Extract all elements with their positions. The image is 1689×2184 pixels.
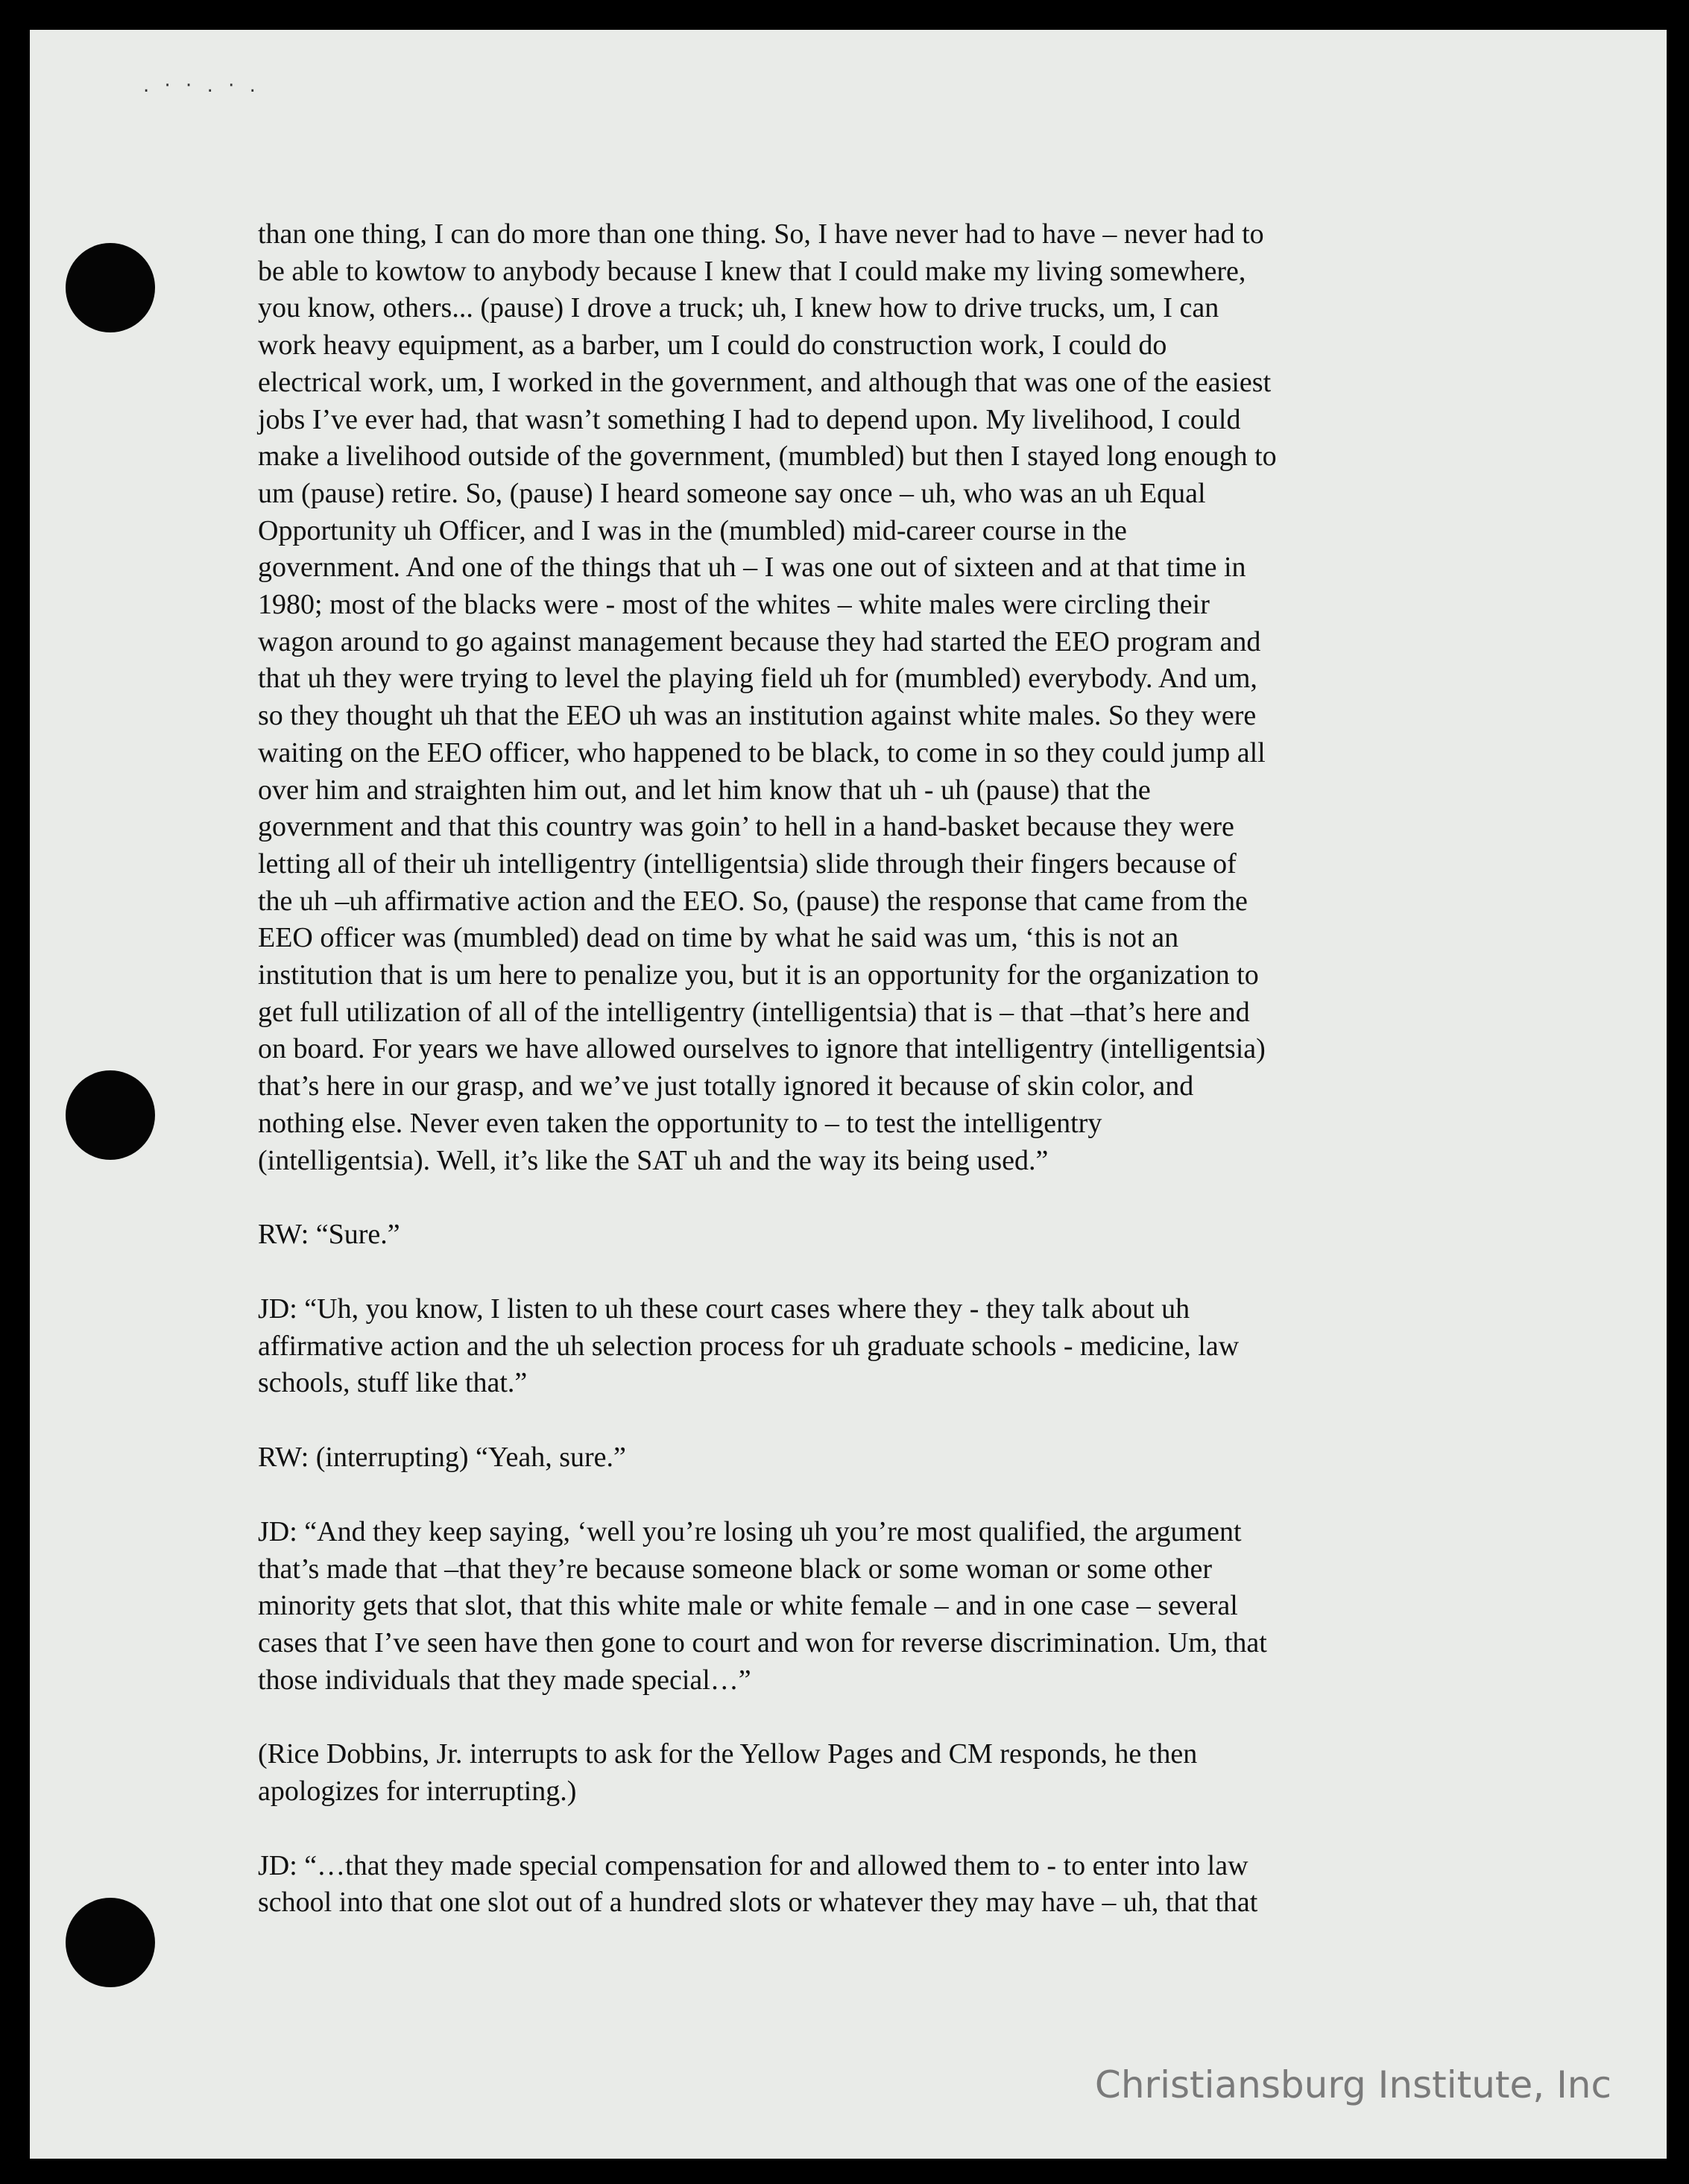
punch-hole-top bbox=[66, 243, 155, 332]
punch-hole-bottom bbox=[66, 1898, 155, 1987]
transcript-paragraph-3: JD: “Uh, you know, I listen to uh these court cases where they - they talk about uh affirmative action and the uh selection process for uh graduate schools - medicine, law schools, stuff like that.” bbox=[258, 1293, 1240, 1399]
transcript-paragraph-2: RW: “Sure.” bbox=[258, 1219, 400, 1251]
transcript-paragraph-1: than one thing, I can do more than one thing. So, I have never had to have – never had to be able to kowtow to anybody because I knew that I could make my living somewhere, you know, others... (pause) I drove a truck; uh, I knew how to drive trucks, um, I can work heavy equipment, as a barber, um I could do construction work, I could do electrical work, um, I worked in the government, and although that was one of the easiest jobs I’ve ever had, that wasn’t something I had to depend upon. My livelihood, I could make a livelihood outside of the government, (mumbled) but then I stayed long enough to um (pause) retire. So, (pause) I heard someone say once – uh, who was an uh Equal Opportunity uh Officer, and I was in the (mumbled) mid-career course in the government. And one of the things that uh – I was one out of sixteen and at that time in 1980; most of the blacks were - most of the whites – white males were circling their wagon around to go against management because they had started the EEO program and that uh they were trying to level the playing field uh for (mumbled) everybody. And um, so they thought uh that the EEO uh was an institution against white males. So they were waiting on the EEO officer, who happened to be black, to come in so they could jump all over him and straighten him out, and let him know that uh - uh (pause) that the government and that this country was goin’ to hell in a hand-basket because they were letting all of their uh intelligentry (intelligentsia) slide through their fingers because of the uh –uh affirmative action and the EEO. So, (pause) the response that came from the EEO officer was (mumbled) dead on time by what he said was um, ‘this is not an institution that is um here to penalize you, but it is an opportunity for the organization to get full utilization of all of the intelligentry (intelligentsia) that is – that –that’s here and on board. For years we have allowed ourselves to ignore that intelligentry (intelligentsia) that’s here in our grasp, and we’ve just totally ignored it because of skin color, and nothing else. Never even taken the opportunity to – to test the intelligentry (intelligentsia). Well, it’s like the SAT uh and the way its being used.” bbox=[258, 218, 1277, 1176]
paper-specks: . · · . · . bbox=[143, 75, 260, 97]
transcript-paragraph-7: JD: “…that they made special compensation for and allowed them to - to enter into law school into that one slot out of a hundred slots or whatever they may have – uh, that that bbox=[258, 1849, 1258, 1919]
transcript-body bbox=[258, 216, 1480, 1922]
transcript-paragraph-5: JD: “And they keep saying, ‘well you’re losing uh you’re most qualified, the argument that’s made that –that they’re because someone black or some woman or some other minority gets that slot, that this white male or white female – and in one case – several cases that I’ve seen have then gone to court and won for reverse discrimination. Um, that those individuals that they made special…” bbox=[258, 1515, 1267, 1696]
transcript-paragraph-6: (Rice Dobbins, Jr. interrupts to ask for the Yellow Pages and CM responds, he then apologizes for interrupting.) bbox=[258, 1738, 1198, 1808]
document-page bbox=[30, 30, 1667, 2159]
punch-hole-middle bbox=[66, 1070, 155, 1160]
transcript-paragraph-4: RW: (interrupting) “Yeah, sure.” bbox=[258, 1442, 626, 1474]
watermark-text: Christiansburg Institute, Inc bbox=[1094, 2063, 1611, 2106]
